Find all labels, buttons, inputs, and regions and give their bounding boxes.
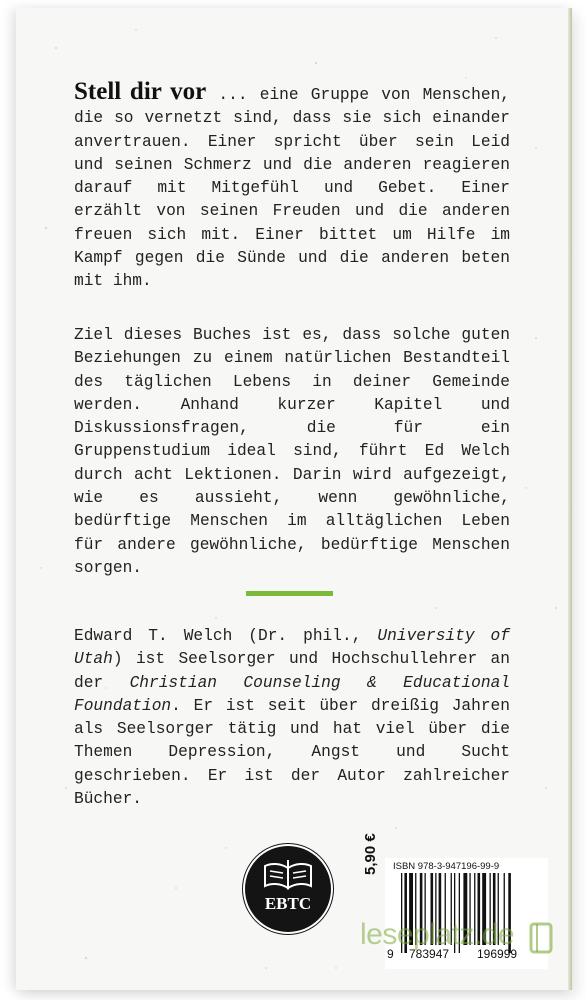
- book-icon: [528, 921, 554, 955]
- publisher-logo: [245, 846, 331, 932]
- green-divider: [246, 591, 333, 596]
- isbn-label: ISBN 978-3-947196-99-9: [393, 861, 500, 872]
- watermark-text: leseplatz.de: [360, 918, 515, 951]
- bio-university: University of Utah: [74, 627, 510, 669]
- bio-part1: Edward T. Welch (Dr. phil.,: [74, 627, 378, 645]
- publisher-name: EBTC: [264, 894, 312, 913]
- intro-text: eine Gruppe von Menschen, die so vernetzt sind, dass sie sich einander anvertrauen. Einer spricht über sein Leid und seinen Schmerz und die anderen reagieren darauf mit Mitgefühl und Gebet. Einer erzählt von seinen Freuden und die anderen freuen sich mit. Einer bittet um Hilfe im Kampf gegen die Sünde und die anderen beten mit ihm.: [74, 86, 510, 291]
- purpose-paragraph: Ziel dieses Buches ist es, dass solche guten Beziehungen zu einem natürlichen Bestandteil des täglichen Lebens in deiner Gemeinde werden. Anhand kurzer Kapitel und Diskussionsfragen, die für ein Gruppenstudium ideal sind, führt Ed Welch durch acht Lektionen. Darin wird aufgezeigt, wie es aussieht, wenn gewöhnliche, bedürftige Menschen im alltäglichen Leben für andere gewöhnliche, bedürftige Menschen sorgen.: [74, 326, 510, 577]
- isbn-digits-left: 783947: [409, 947, 450, 961]
- intro-paragraph: [74, 80, 510, 294]
- open-book-icon: [262, 860, 314, 890]
- isbn-barcode: [385, 858, 548, 969]
- bio-part3: . Er ist seit über dreißig Jahren als Seelsorger tätig und hat viel über die Themen Depression, Angst und Sucht geschrieben. Er ist der Autor zahlreicher Bücher.: [74, 696, 510, 809]
- author-bio: [74, 625, 510, 811]
- intro-lead: Stell dir vor: [74, 78, 207, 105]
- isbn-first-digit: 9: [387, 947, 394, 961]
- price-label: 5,90 €: [362, 833, 379, 875]
- isbn-digits-right: 196999: [477, 947, 518, 961]
- spine-edge: [568, 8, 572, 990]
- intro-ellipsis: ...: [218, 86, 248, 104]
- bio-part2: ) ist Seelsorger und Hochschullehrer an der: [74, 650, 510, 692]
- bio-foundation: Christian Counseling & Educational Foundation: [74, 673, 511, 715]
